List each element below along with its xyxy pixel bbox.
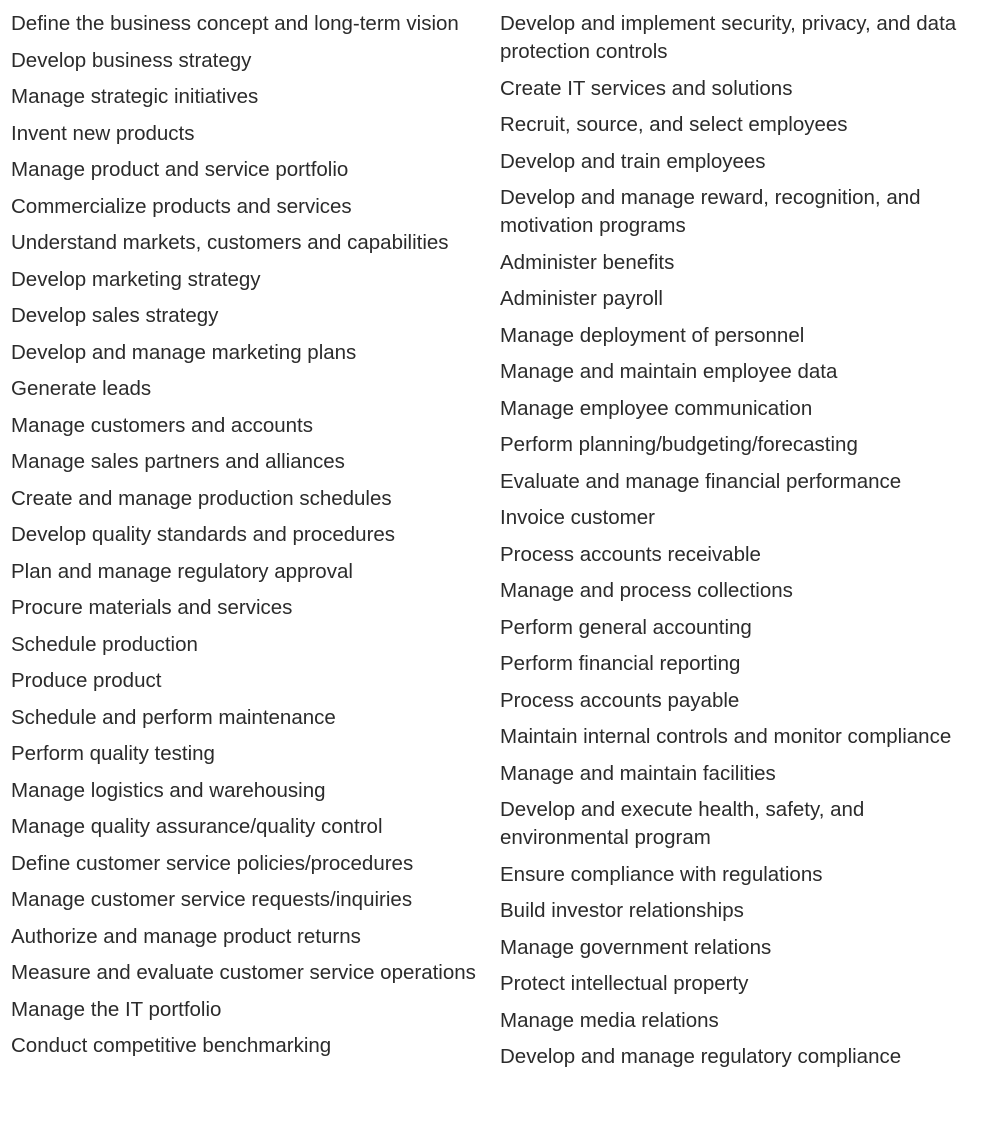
process-item: Generate leads [11, 377, 152, 400]
process-item: Develop and train employees [500, 149, 766, 173]
process-item: Develop marketing strategy [11, 267, 261, 291]
process-list-container [0, 10, 991, 1080]
process-item: Develop business strategy [11, 48, 252, 72]
process-item: Procure materials and services [11, 596, 293, 619]
process-item: Process accounts receivable [500, 542, 761, 566]
process-item: Invent new products [11, 121, 195, 145]
process-item: Evaluate and manage financial performance [500, 469, 902, 493]
process-item: Manage quality assurance/quality control [11, 815, 383, 838]
process-item: Create and manage production schedules [11, 486, 392, 510]
right-process-list [494, 10, 979, 1080]
process-item: Develop and implement security, privacy, and data protection controls [500, 12, 957, 63]
process-item: Produce product [11, 669, 162, 692]
left-process-list [0, 10, 494, 1080]
process-item: Manage product and service portfolio [11, 158, 349, 181]
process-item: Build investor relationships [500, 899, 744, 922]
process-item: Develop and manage regulatory compliance [500, 1045, 902, 1068]
process-item: Authorize and manage product returns [11, 924, 361, 948]
process-item: Conduct competitive benchmarking [11, 1034, 332, 1057]
process-item: Ensure compliance with regulations [500, 862, 823, 886]
process-item: Administer payroll [500, 287, 663, 310]
process-item: Process accounts payable [500, 688, 740, 712]
process-item: Recruit, source, and select employees [500, 113, 848, 136]
process-item: Create IT services and solutions [500, 76, 793, 100]
process-item: Schedule and perform maintenance [11, 705, 336, 729]
process-item: Manage the IT portfolio [11, 997, 222, 1021]
process-item: Manage sales partners and alliances [11, 450, 345, 473]
process-item: Define customer service policies/procedures [11, 851, 414, 875]
process-item: Develop and execute health, safety, and environmental program [500, 798, 865, 849]
process-item: Develop sales strategy [11, 304, 219, 327]
process-item: Develop quality standards and procedures [11, 523, 396, 546]
process-item: Understand markets, customers and capabilities [11, 231, 449, 254]
process-item: Perform quality testing [11, 742, 215, 765]
process-item: Measure and evaluate customer service operations [11, 961, 476, 984]
process-item: Commercialize products and services [11, 194, 352, 218]
process-item: Manage and maintain employee data [500, 360, 838, 383]
process-item: Manage deployment of personnel [500, 323, 805, 347]
process-item: Manage logistics and warehousing [11, 778, 326, 802]
process-item: Develop and manage reward, recognition, and motivation programs [500, 186, 921, 237]
process-item: Manage and maintain facilities [500, 761, 776, 785]
process-item: Manage customers and accounts [11, 413, 313, 437]
process-item: Maintain internal controls and monitor compliance [500, 725, 952, 748]
process-item: Administer benefits [500, 250, 675, 274]
process-item: Manage government relations [500, 935, 772, 959]
process-item: Manage employee communication [500, 396, 813, 420]
process-item: Perform planning/budgeting/forecasting [500, 433, 858, 456]
process-item: Protect intellectual property [500, 972, 749, 995]
process-item: Develop and manage marketing plans [11, 340, 357, 364]
process-item: Schedule production [11, 632, 198, 656]
process-item: Manage and process collections [500, 579, 793, 602]
process-item: Manage strategic initiatives [11, 85, 259, 108]
process-item: Manage customer service requests/inquiries [11, 888, 413, 911]
process-item: Manage media relations [500, 1008, 719, 1032]
process-item: Invoice customer [500, 506, 655, 529]
process-item: Perform general accounting [500, 615, 752, 639]
process-item: Plan and manage regulatory approval [11, 559, 353, 583]
process-item: Define the business concept and long-term vision [11, 12, 459, 35]
process-item: Perform financial reporting [500, 652, 741, 675]
